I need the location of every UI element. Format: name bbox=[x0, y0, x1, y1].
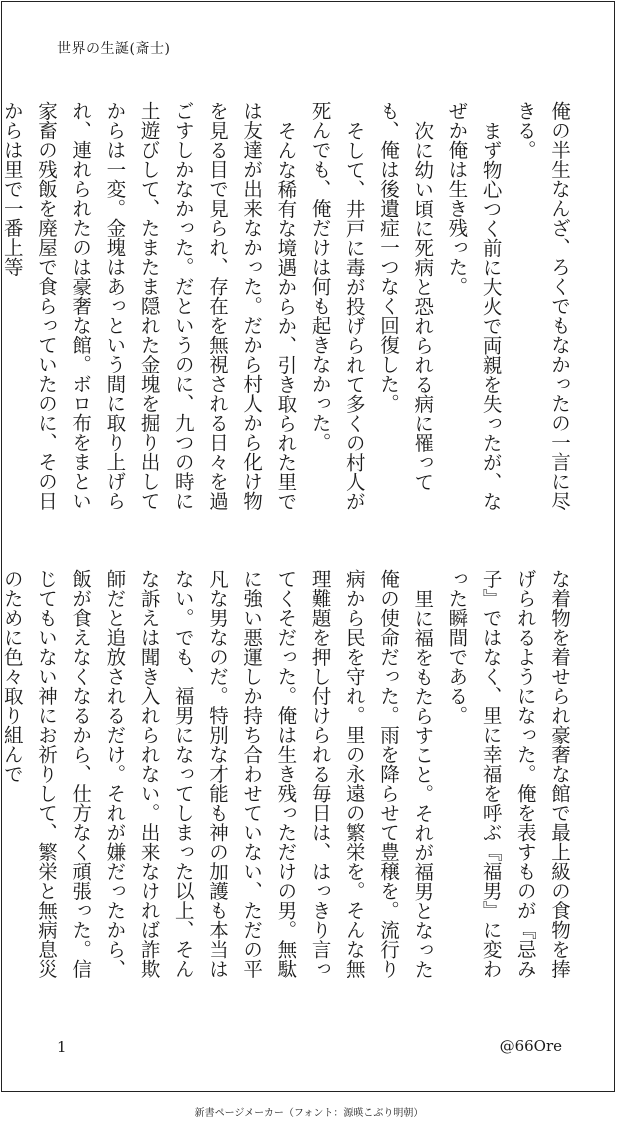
header-title: 世界の生誕(斎士) bbox=[57, 41, 171, 57]
paragraph: 俺の半生なんざ、ろくでもなかったの一言に尽きる。 bbox=[513, 101, 571, 511]
text-block-top bbox=[0, 101, 576, 513]
page-number: 1 bbox=[57, 1038, 67, 1056]
book-page bbox=[1, 1, 615, 1092]
paragraph: そんな稀有な境遇からか、引き取られた里では友達が出来なかった。だから村人から化け物を見る目で見られ、存在を無視される日々を過ごすしかなかった。だというのに、九つの時に土遊びして、たまたま隠れた金塊を掘り出してからは一変。金塊はあっという間に取り上げられ、連れられたのは豪奢な館。ボロ布をまとい家畜の残飯を廃屋で食らっていたのに、その日からは里で一番上等 bbox=[0, 101, 298, 511]
paragraph: まず物心つく前に大火で両親を失ったが、なぜか俺は生き残った。 bbox=[445, 101, 503, 511]
paragraph: 里に福をもたらすこと。それが福男となった俺の使命だった。雨を降らせて豊穣を。流行り病から民を守れ。里の永遠の繁栄を。そんな無理難題を押し付けられる毎日は、はっきり言ってくそだった。俺は生き残っただけの男。無駄に強い悪運しか持ち合わせていない、ただの平凡な男なのだ。特別な才能も神の加護も本当はない。でも、福男になってしまった以上、そんな訴えは聞き入れられない。出来なければ詐欺師だと追放されるだけ。それが嫌だったから、飯が食えなくなるから、仕方なく頑張った。信じてもいない神にお祈りして、繁栄と無病息災のために色々取り組んで bbox=[0, 569, 435, 979]
text-block-bottom bbox=[0, 569, 576, 981]
paragraph: な着物を着せられ豪奢な館で最上級の食物を捧げられるようになった。俺を表すものが『忌み子』ではなく、里に幸福を呼ぶ『福男』に変わった瞬間である。 bbox=[445, 569, 571, 979]
author-handle: @66Ore bbox=[499, 1037, 562, 1055]
paragraph: そして、井戸に毒が投げられて多くの村人が死んでも、俺だけは何も起きなかった。 bbox=[308, 101, 366, 511]
generator-caption: 新書ページメーカー（フォント：源暎こぶり明朝） bbox=[194, 1108, 424, 1119]
paragraph: 次に幼い頃に死病と恐れられる病に罹っても、俺は後遺症一つなく回復した。 bbox=[376, 101, 435, 491]
